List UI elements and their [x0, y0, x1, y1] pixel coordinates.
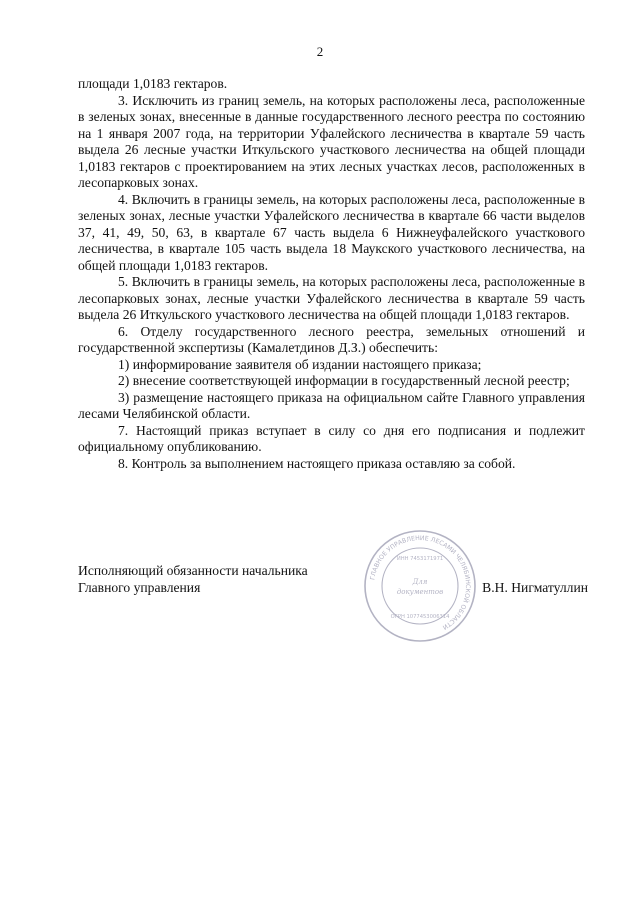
paragraph-item-3: 3. Исключить из границ земель, на которых расположены леса, расположенные в зеленых зонах, внесенные в данные государственного лесного реестра по состоянию на 1 января 2007 года, на территории Уфалейского лесничества в квартале 59 часть выдела 26 лесные участки Иткульского участкового лесничества на общей площади 1,0183 гектаров с проектированием на этих лесных участках лесов, расположенных в лесопарковых зонах.: [78, 92, 585, 190]
signatory-name: В.Н. Нигматуллин: [482, 580, 588, 595]
paragraph-item-5: 5. Включить в границы земель, на которых расположены леса, расположенные в лесопарковых зонах, лесные участки Уфалейского лесничества в квартале 59 часть выдела 26 Иткульского участкового лесничества на общей площади 1,0183 гектаров.: [78, 274, 585, 322]
subitem-3: 3) размещение настоящего приказа на официальном сайте Главного управления лесами Челябинской области.: [78, 389, 585, 421]
paragraph-item-7: 7. Настоящий приказ вступает в силу со дня его подписания и подлежит официальному опубликованию.: [78, 422, 585, 454]
paragraph-item-8: 8. Контроль за выполнением настоящего приказа оставляю за собой.: [118, 455, 516, 471]
official-stamp: [362, 528, 478, 644]
stamp-center-line-1: Для: [412, 578, 428, 586]
stamp-center-line-2: документов: [396, 588, 444, 596]
paragraph-item-4: 4. Включить в границы земель, на которых расположены леса, расположенные в зеленых зонах, лесные участки Уфалейского лесничества в квартале 66 части выделов 37, 41, 49, 50, 63, в квартале 67 часть выдела 6 Нижнеуфалейского участкового лесничества, в квартале 105 часть выдела 18 Маукского участкового лесничества, на общей площади 1,0183 гектаров.: [78, 191, 585, 273]
document-body: [78, 76, 585, 472]
signatory-title-line-2: Главного управления: [78, 580, 201, 595]
stamp-outer-text: ГЛАВНОЕ УПРАВЛЕНИЕ ЛЕСАМИ ЧЕЛЯБИНСКОЙ ОБЛАСТИ: [369, 534, 472, 631]
stamp-inn: ИНН 7453171971: [396, 556, 444, 562]
stamp-ogrn: ОГРН 1077453006314: [390, 614, 450, 620]
signatory-title-line-1: Исполняющий обязанности начальника: [78, 563, 308, 578]
page-number: 2: [316, 44, 324, 59]
subitem-2: 2) внесение соответствующей информации в государственный лесной реестр;: [118, 373, 570, 388]
subitem-1: 1) информирование заявителя об издании настоящего приказа;: [118, 356, 482, 372]
paragraph-continuation: площади 1,0183 гектаров.: [78, 76, 228, 91]
paragraph-item-6: 6. Отделу государственного лесного реестра, земельных отношений и государственной экспертизы (Камалетдинов Д.З.) обеспечить:: [78, 323, 585, 355]
